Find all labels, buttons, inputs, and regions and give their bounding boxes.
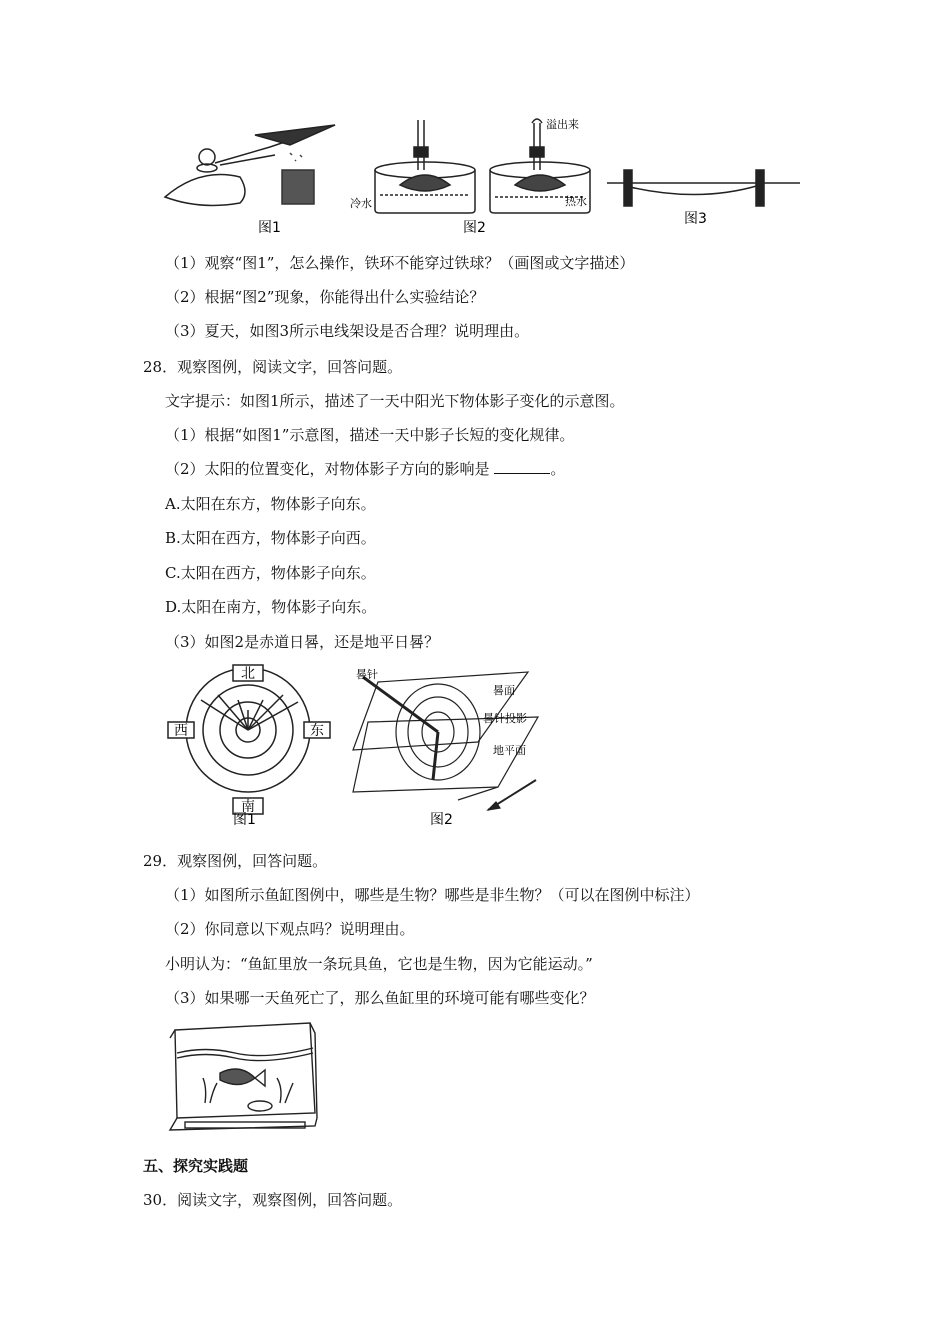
option-b: B.太阳在西方，物体影子向西。: [165, 529, 376, 547]
q29-title: 29．观察图例，回答问题。: [143, 852, 328, 870]
option-c: C.太阳在西方，物体影子向东。: [165, 564, 376, 582]
q29-part1: （1）如图所示鱼缸图例中，哪些是生物？哪些是非生物？（可以在图例中标注）: [165, 886, 700, 904]
shadow-diagram: [163, 660, 343, 830]
top-figures: [160, 115, 810, 240]
q29-part2: （2）你同意以下观点吗？说明理由。: [165, 920, 415, 938]
fig2-caption: 图2: [463, 220, 486, 236]
gnomon-projection-label: 晷针投影: [483, 712, 527, 725]
flask-figure-cold: [375, 120, 475, 213]
q27-part3: （3）夏天，如图3所示电线架设是否合理？说明理由。: [165, 322, 530, 340]
east-label: 东: [310, 723, 324, 739]
dial-face-label: 晷面: [493, 684, 515, 697]
q28-part2-end: 。: [550, 460, 566, 478]
q28-title: 28．观察图例，阅读文字，回答问题。: [143, 358, 403, 376]
answer-blank[interactable]: [494, 459, 550, 474]
q28-part3: （3）如图2是赤道日晷，还是地平日晷？: [165, 633, 440, 651]
ring-ball-figure: [165, 125, 335, 205]
q30-title: 30．阅读文字，观察图例，回答问题。: [143, 1191, 403, 1209]
section5-title: 五、探究实践题: [143, 1157, 249, 1175]
fish-tank-illustration: [165, 1018, 325, 1136]
fig3-caption: 图3: [684, 211, 707, 227]
option-d: D.太阳在南方，物体影子向东。: [165, 598, 377, 616]
power-line-figure: [607, 170, 800, 206]
q28-part2: [165, 459, 565, 479]
q28-part1: （1）根据“如图1”示意图，描述一天中影子长短的变化规律。: [165, 426, 575, 444]
q28-part2-text: （2）太阳的位置变化，对物体影子方向的影响是: [165, 460, 490, 478]
q27-part1: （1）观察“图1”，怎么操作，铁环不能穿过铁球？（画图或文字描述）: [165, 254, 635, 272]
q27-part2: （2）根据“图2”现象，你能得出什么实验结论？: [165, 288, 485, 306]
hot-water-label: 热水: [565, 195, 587, 208]
west-label: 西: [174, 723, 188, 739]
south-label: 南: [241, 799, 255, 815]
sundial-caption: 图2: [430, 812, 453, 828]
shadow-fig1-caption: 图1: [233, 812, 256, 828]
cold-water-label: 冷水: [350, 197, 372, 210]
gnomon-label: 晷针: [356, 668, 378, 681]
north-label: 北: [241, 666, 255, 682]
horizontal-plane-label: 地平面: [493, 744, 526, 757]
option-a: A.太阳在东方，物体影子向东。: [165, 495, 376, 513]
sundial-diagram: [348, 662, 548, 830]
q29-quote: 小明认为：“鱼缸里放一条玩具鱼，它也是生物，因为它能运动。”: [165, 955, 593, 973]
q29-part3: （3）如果哪一天鱼死亡了，那么鱼缸里的环境可能有哪些变化？: [165, 989, 595, 1007]
overflow-label: 溢出来: [546, 118, 579, 131]
q28-hint: 文字提示：如图1所示，描述了一天中阳光下物体影子变化的示意图。: [165, 392, 625, 410]
fig1-caption: 图1: [258, 220, 281, 236]
